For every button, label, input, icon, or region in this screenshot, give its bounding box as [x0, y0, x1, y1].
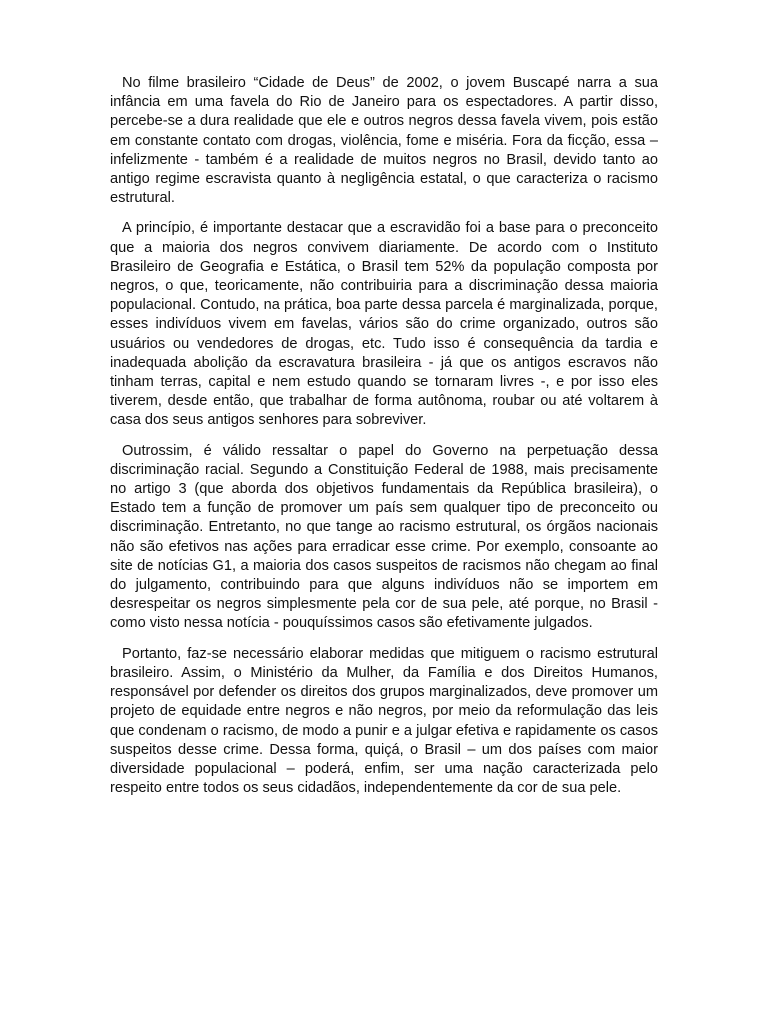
- paragraph-development-1: A princípio, é importante destacar que a escravidão foi a base para o preconceito que a maioria dos negros convivem diariamente. De acordo com o Instituto Brasileiro de Geografia e Estática, o Brasil tem 52% da população composta por negros, o que, teoricamente, não contribuiria para a discriminação dessa maioria populacional. Contudo, na prática, boa parte dessa parcela é marginalizada, porque, esses indivíduos vivem em favelas, vários são do crime organizado, outros são usuários ou vendedores de drogas, etc. Tudo isso é consequência da tardia e inadequada abolição da escravatura brasileira - já que os antigos escravos não tinham terras, capital e nem estudo quando se tornaram livres -, e por isso eles tiverem, desde então, que trabalhar de forma autônoma, roubar ou até voltarem à casa dos seus antigos senhores para sobreviver.: [110, 220, 658, 429]
- paragraph-conclusion: Portanto, faz-se necessário elaborar medidas que mitiguem o racismo estrutural brasileiro. Assim, o Ministério da Mulher, da Família e dos Direitos Humanos, responsável por defender os direitos dos grupos marginalizados, deve promover um projeto de equidade entre negros e não negros, por meio da reformulação das leis que condenam o racismo, de modo a punir e a julgar efetiva e rapidamente os casos suspeitos desse crime. Dessa forma, quiçá, o Brasil – um dos países com maior diversidade populacional – poderá, enfim, ser uma nação caracterizada pelo respeito entre todos os seus cidadãos, independentemente da cor de sua pele.: [110, 645, 658, 797]
- paragraph-development-2: Outrossim, é válido ressaltar o papel do Governo na perpetuação dessa discriminação racial. Segundo a Constituição Federal de 1988, mais precisamente no artigo 3 (que aborda dos objetivos fundamentais da República brasileira), o Estado tem a função de promover um país sem qualquer tipo de preconceito ou discriminação. Entretanto, no que tange ao racismo estrutural, os órgãos nacionais não são efetivos nas ações para erradicar esse crime. Por exemplo, consoante ao site de notícias G1, a maioria dos casos suspeitos de racismos não chegam ao final do julgamento, contribuindo para que alguns indivíduos não se importem em desrespeitar os negros simplesmente pela cor de sua pele, até porque, no Brasil - como visto nessa notícia - pouquíssimos casos são efetivamente julgados.: [110, 442, 658, 632]
- paragraph-introduction: No filme brasileiro “Cidade de Deus” de 2002, o jovem Buscapé narra a sua infância em uma favela do Rio de Janeiro para os espectadores. A partir disso, percebe-se a dura realidade que ele e outros negros dessa favela vivem, pois estão em constante contato com drogas, violência, fome e miséria. Fora da ficção, essa – infelizmente - também é a realidade de muitos negros no Brasil, devido tanto ao antigo regime escravista quanto à negligência estatal, o que caracteriza o racismo estrutural.: [110, 75, 658, 207]
- document-page: [110, 74, 658, 809]
